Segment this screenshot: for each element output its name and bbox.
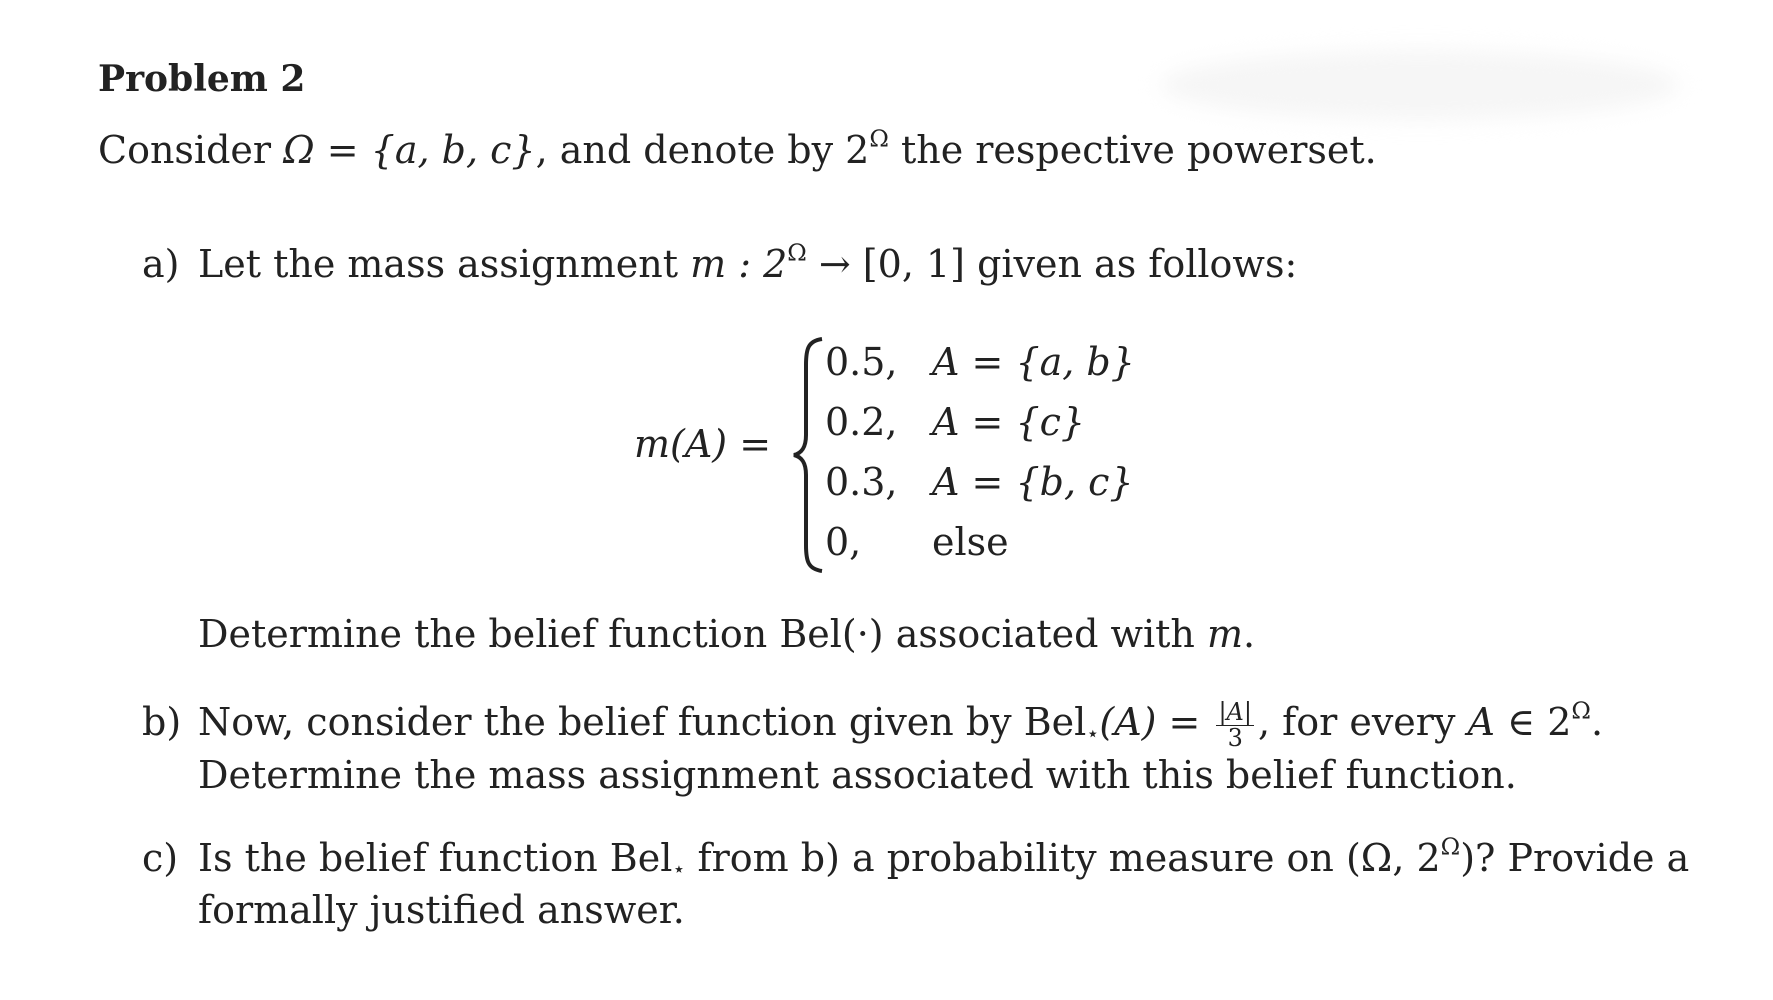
part-b-label: b) [142, 700, 182, 744]
mass-function-lhs: m(A) = [634, 422, 772, 466]
intro-middle: , and denote by [535, 128, 846, 172]
part-c-sup: Ω [1440, 832, 1461, 861]
part-b-line1-prefix: Now, consider the belief function given by Bel [198, 700, 1087, 745]
part-a-question-suffix: . [1243, 612, 1256, 656]
problem-title: Problem 2 [98, 58, 306, 100]
part-b-equals: = [1156, 700, 1213, 745]
powerset-sup: Ω [869, 124, 889, 153]
part-c-label: c) [142, 836, 179, 880]
bel-arg: (A) [1099, 700, 1157, 745]
part-c-line1-suffix: )? Provide a [1460, 836, 1690, 880]
part-a-question [198, 612, 1255, 656]
part-c-line-2: formally justified answer. [198, 888, 685, 932]
part-b-sup: Ω [1571, 696, 1591, 725]
part-a-question-prefix: Determine the belief function Bel(·) associated with [198, 612, 1207, 656]
case-condition-3: A = {b, c} [932, 460, 1134, 504]
left-brace [790, 335, 830, 575]
part-b-line-1 [198, 696, 1604, 753]
part-a-text-suffix: given as follows: [964, 242, 1298, 286]
case-value-3: 0.3, [825, 460, 898, 504]
case-condition-2: A = {c} [932, 400, 1086, 444]
case-value-1: 0.5, [825, 340, 898, 384]
bel-star-c: ⋆ [672, 857, 686, 882]
case-condition-4: else [932, 520, 1009, 564]
part-b-end: . [1590, 700, 1604, 745]
part-b-var: A [1467, 700, 1495, 745]
part-a-label: a) [142, 242, 180, 286]
part-c-line1-prefix: Is the belief function Bel [198, 836, 673, 880]
mass-map-rest: → [0, 1] [806, 242, 965, 286]
part-a-question-var: m [1207, 612, 1244, 656]
part-b-suffix-b: ∈ 2 [1494, 700, 1572, 745]
omega-definition: Ω = {a, b, c} [283, 128, 536, 172]
case-condition-1: A = {a, b} [932, 340, 1135, 384]
mass-map-sup: Ω [787, 238, 807, 267]
case-value-2: 0.2, [825, 400, 898, 444]
intro-prefix: Consider [98, 128, 284, 172]
part-a-line [198, 238, 1298, 286]
part-b-line-2: Determine the mass assignment associated with this belief function. [198, 753, 1517, 797]
mass-map: m : 2 [690, 242, 788, 286]
intro-suffix: the respective powerset. [888, 128, 1377, 172]
part-b-suffix-a: , for every [1257, 700, 1468, 745]
case-value-4: 0, [825, 520, 862, 564]
powerset-base: 2 [845, 128, 870, 172]
bel-star: ⋆ [1086, 721, 1100, 746]
fraction-denominator: 3 [1227, 724, 1243, 753]
fraction-numerator: |A| [1218, 698, 1252, 726]
part-c-line-1 [198, 832, 1690, 882]
background-smudge [1160, 50, 1680, 120]
part-a-text-prefix: Let the mass assignment [198, 242, 691, 286]
part-c-line1-middle: from b) a probability measure on (Ω, 2 [685, 836, 1441, 880]
intro-line [98, 124, 1377, 172]
fraction [1216, 700, 1254, 751]
